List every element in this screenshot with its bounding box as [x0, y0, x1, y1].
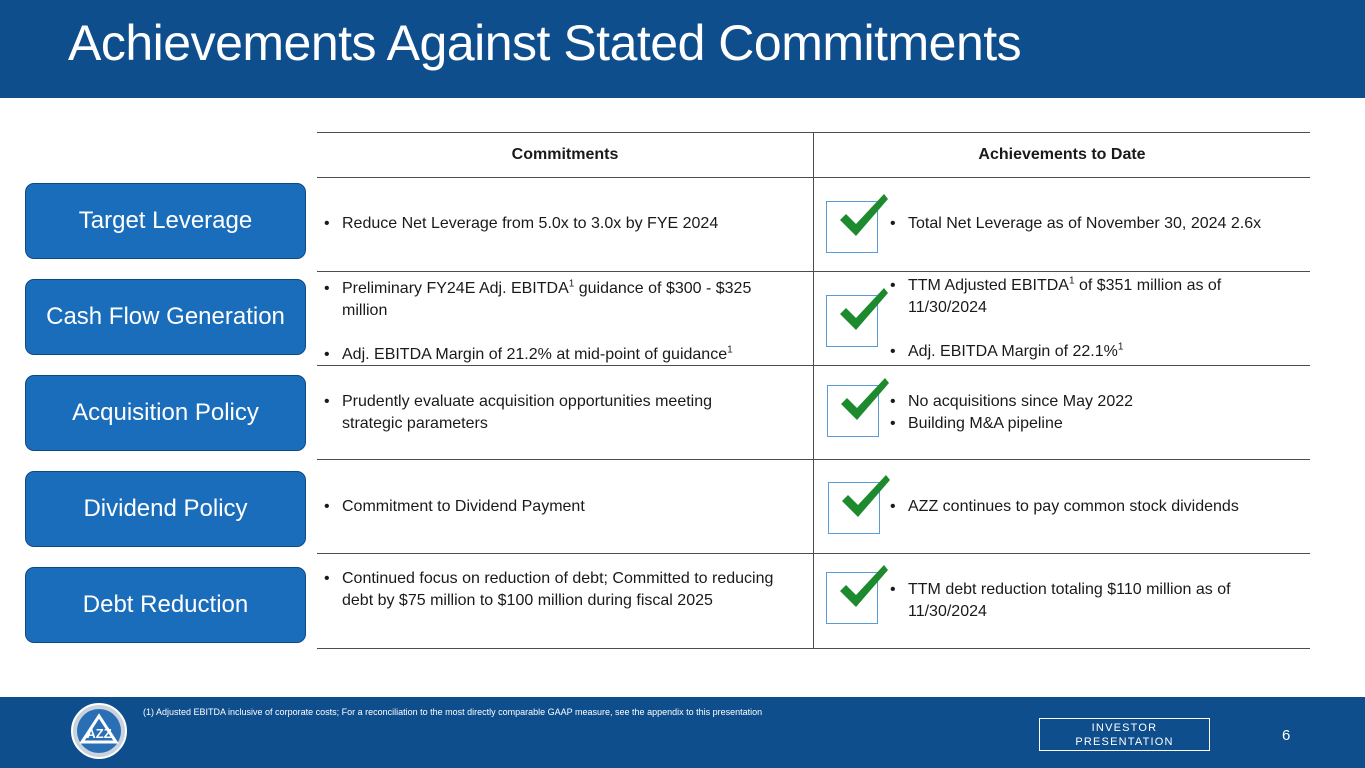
investor-presentation-badge	[1039, 718, 1210, 751]
badge-line: INVESTOR	[1091, 722, 1158, 734]
item-text: Preliminary FY24E Adj. EBITDA	[342, 280, 569, 297]
category-pill-debt-reduction: Debt Reduction	[25, 567, 306, 643]
achievements-cell	[888, 496, 1303, 518]
footnote: (1) Adjusted EBITDA inclusive of corporate costs; For a reconciliation to the most directly comparable GAAP measure, see the appendix to this presentation	[143, 707, 763, 717]
category-pill-acquisition-policy: Acquisition Policy	[25, 375, 306, 451]
column-header-achievements: Achievements to Date	[978, 146, 1146, 163]
achievements-cell	[888, 275, 1268, 363]
commitments-cell	[322, 568, 782, 612]
column-header-commitments: Commitments	[511, 146, 619, 163]
page-title: Achievements Against Stated Commitments	[68, 15, 1022, 71]
footnote-marker: 1	[568, 278, 575, 290]
page-number: 6	[1282, 727, 1291, 744]
item-text: guidance of $300 - $325 million	[342, 280, 752, 319]
list-item: • Commitment to Dividend Payment	[322, 496, 802, 518]
check-mark-icon	[837, 374, 893, 424]
item-text: TTM Adjusted EBITDA	[908, 277, 1069, 294]
commitments-cell	[322, 496, 802, 518]
check-mark-icon	[836, 561, 892, 611]
item-text: Adj. EBITDA Margin of 21.2% at mid-point of guidance	[342, 346, 728, 363]
footnote-marker: 1	[1068, 275, 1075, 287]
commitments-cell	[322, 278, 792, 366]
list-item: • Prudently evaluate acquisition opportunities meeting strategic parameters	[322, 391, 772, 435]
logo-text: AZZ	[86, 726, 112, 741]
list-item: • Building M&A pipeline	[888, 413, 1303, 435]
list-item	[322, 344, 792, 366]
category-pill-dividend-policy: Dividend Policy	[25, 471, 306, 547]
list-item: • TTM debt reduction totaling $110 million as of 11/30/2024	[888, 579, 1278, 623]
footnote-marker: 1	[1117, 341, 1124, 353]
list-item: • Reduce Net Leverage from 5.0x to 3.0x by FYE 2024	[322, 213, 802, 235]
list-item: • AZZ continues to pay common stock dividends	[888, 496, 1303, 518]
commitments-cell	[322, 213, 802, 235]
check-mark-icon	[836, 190, 892, 240]
list-item	[888, 275, 1268, 319]
list-item	[888, 341, 1268, 363]
check-mark-icon	[838, 471, 894, 521]
item-text: Adj. EBITDA Margin of 22.1%	[908, 343, 1118, 360]
category-pill-target-leverage: Target Leverage	[25, 183, 306, 259]
list-item: • Continued focus on reduction of debt; Committed to reducing debt by $75 million to $100 million during fiscal 2025	[322, 568, 782, 612]
item-text: of $351 million as of 11/30/2024	[908, 277, 1222, 316]
list-item: • Total Net Leverage as of November 30, 2024 2.6x	[888, 213, 1303, 235]
achievements-cell	[888, 579, 1278, 623]
footnote-marker: 1	[727, 344, 733, 356]
category-pill-cash-flow-generation: Cash Flow Generation	[25, 279, 306, 355]
commitments-cell	[322, 391, 772, 435]
achievements-cell	[888, 391, 1303, 435]
achievements-cell	[888, 213, 1303, 235]
azz-logo-icon	[70, 702, 128, 760]
badge-line: PRESENTATION	[1075, 736, 1174, 748]
column-divider	[813, 132, 814, 648]
list-item	[322, 278, 792, 322]
list-item: • No acquisitions since May 2022	[888, 391, 1303, 413]
table-bottom-rule	[317, 648, 1310, 649]
check-mark-icon	[836, 284, 892, 334]
